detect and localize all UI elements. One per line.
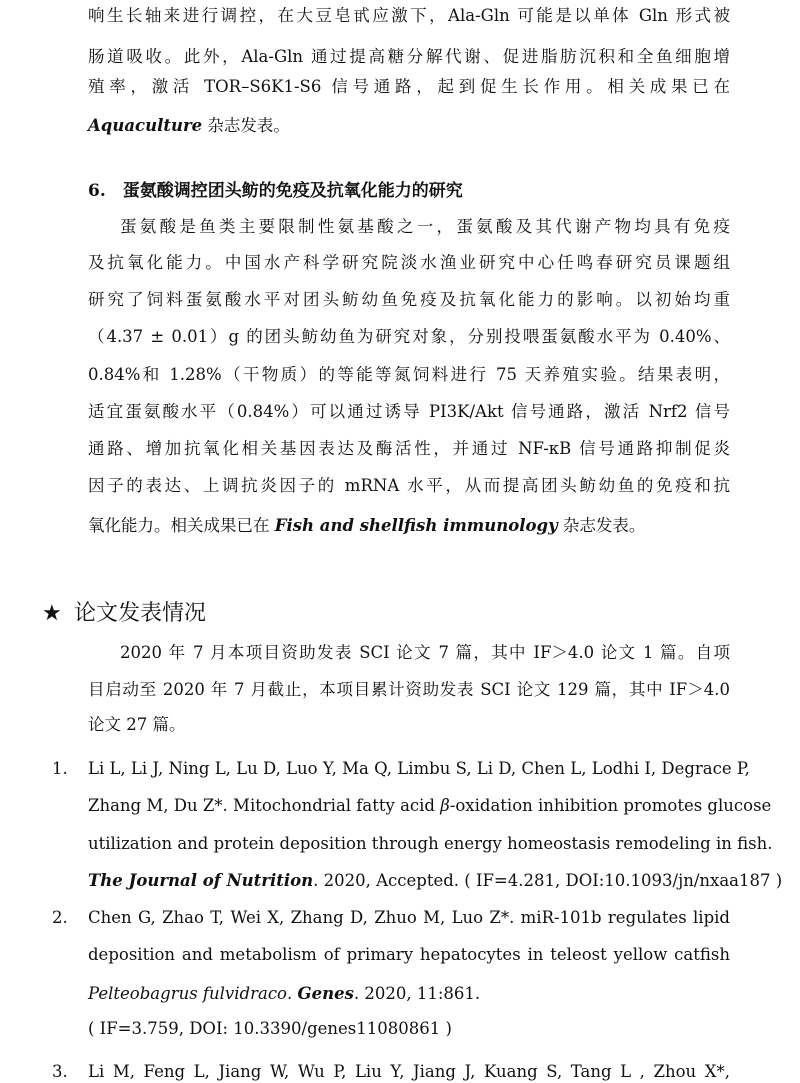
text-line: 因子的表达、上调抗炎因子的 mRNA 水平，从而提高团头鲂幼鱼的免疫和抗 bbox=[88, 476, 730, 495]
text-span: 杂志发表。 bbox=[557, 516, 646, 535]
section-heading: 6. 蛋氨酸调控团头鲂的免疫及抗氧化能力的研究 bbox=[88, 181, 463, 201]
text-line: 目启动至 2020 年 7 月截止，本项目累计资助发表 SCI 论文 129 篇，其中 IF＞4.0 bbox=[88, 680, 730, 699]
reference-line: Chen G, Zhao T, Wei X, Zhang D, Zhuo M, Luo Z*. miR-101b regulates lipid bbox=[88, 908, 730, 927]
reference-number: 3. bbox=[52, 1062, 68, 1081]
text-line: 论文 27 篇。 bbox=[88, 715, 186, 734]
text-span: . 2020, Accepted. ( IF=4.281, DOI:10.1093/jn/nxaa187 ) bbox=[313, 871, 783, 890]
text-line: 通路、增加抗氧化相关基因表达及酶活性，并通过 NF-κB 信号通路抑制促炎 bbox=[88, 439, 730, 458]
text-line: 及抗氧化能力。中国水产科学研究院淡水渔业研究中心任鸣春研究员课题组 bbox=[88, 253, 730, 272]
star-icon: ★ bbox=[42, 601, 62, 626]
reference-line: deposition and metabolism of primary hepatocytes in teleost yellow catfish bbox=[88, 945, 730, 964]
text-line: 2020 年 7 月本项目资助发表 SCI 论文 7 篇，其中 IF＞4.0 论文 1 篇。自项 bbox=[120, 643, 730, 662]
text-span: . bbox=[287, 984, 298, 1003]
text-line: 响生长轴来进行调控，在大豆皂甙应激下，Ala-Gln 可能是以单体 Gln 形式被 bbox=[88, 6, 730, 25]
text-line: （4.37 ± 0.01）g 的团头鲂幼鱼为研究对象，分别投喂蛋氨酸水平为 0.40%、 bbox=[88, 327, 730, 346]
text-span: -oxidation inhibition promotes glucose bbox=[449, 796, 772, 815]
reference-line bbox=[88, 795, 772, 817]
text-line: 蛋氨酸是鱼类主要限制性氨基酸之一，蛋氨酸及其代谢产物均具有免疫 bbox=[120, 217, 730, 236]
section-title bbox=[42, 596, 206, 627]
reference-number: 1. bbox=[52, 759, 68, 778]
text-line bbox=[88, 115, 730, 137]
text-line: 研究了饲料蛋氨酸水平对团头鲂幼鱼免疫及抗氧化能力的影响。以初始均重 bbox=[88, 290, 730, 309]
text-span: 氧化能力。相关成果已在 bbox=[88, 516, 275, 535]
text-span: Zhang M, Du Z*. Mitochondrial fatty acid bbox=[88, 796, 441, 815]
reference-line bbox=[88, 870, 783, 892]
journal-name: Fish and shellfish immunology bbox=[274, 516, 558, 535]
text-span: 杂志发表。 bbox=[202, 116, 290, 135]
beta-symbol: β bbox=[440, 796, 450, 815]
reference-line: utilization and protein deposition through energy homeostasis remodeling in fish. bbox=[88, 834, 773, 853]
reference-number: 2. bbox=[52, 908, 68, 927]
text-line: 肠道吸收。此外，Ala-Gln 通过提高糖分解代谢、促进脂肪沉积和全鱼细胞增 bbox=[88, 47, 730, 66]
text-span: . 2020, 11:861. bbox=[353, 984, 481, 1003]
journal-name: The Journal of Nutrition bbox=[88, 871, 314, 890]
reference-line bbox=[88, 983, 730, 1005]
section-title-text: 论文发表情况 bbox=[74, 601, 207, 626]
reference-line: Li L, Li J, Ning L, Lu D, Luo Y, Ma Q, Limbu S, Li D, Chen L, Lodhi I, Degrace P, bbox=[88, 759, 750, 778]
text-line: 殖率，激活 TOR–S6K1-S6 信号通路，起到促生长作用。相关成果已在 bbox=[88, 77, 730, 96]
text-line: 适宜蛋氨酸水平（0.84%）可以通过诱导 PI3K/Akt 信号通路，激活 Nrf2 信号 bbox=[88, 402, 730, 421]
reference-line: Li M, Feng L, Jiang W, Wu P, Liu Y, Jiang J, Kuang S, Tang L , Zhou X*, bbox=[88, 1062, 730, 1081]
journal-name: Genes bbox=[297, 984, 354, 1003]
species-name: Pelteobagrus fulvidraco bbox=[88, 984, 287, 1003]
text-line: 0.84%和 1.28%（干物质）的等能等氮饲料进行 75 天养殖实验。结果表明， bbox=[88, 365, 730, 384]
reference-line: ( IF=3.759, DOI: 10.3390/genes11080861 ) bbox=[88, 1019, 452, 1038]
text-line bbox=[88, 515, 730, 537]
journal-name: Aquaculture bbox=[88, 116, 203, 135]
